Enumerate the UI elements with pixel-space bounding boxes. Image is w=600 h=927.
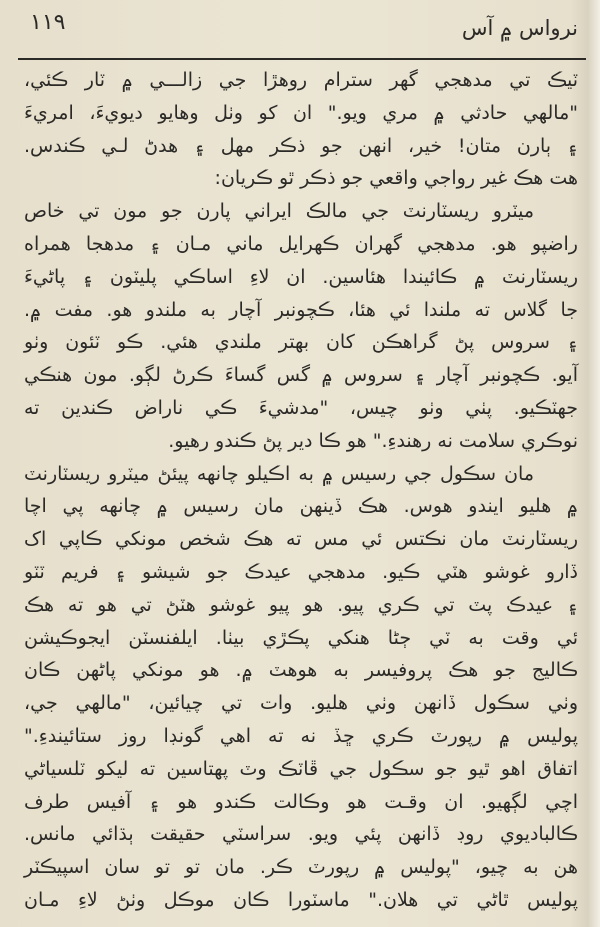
text-line: ڪاليج جو هڪ پروفيسر به هوهٽ ۾. هو مونکي پاڻهن ڪان (24, 659, 578, 682)
text-line: ۽ ٻارن متان! خير، انهن جو ذڪر مهل ۽ هدڻ لـي ڪندس. (24, 134, 578, 157)
text-line: ۽ عيدڪ پٽ تي ڪري پيو. هو پيو غوشو هٽڻ تي هو ته هڪ (24, 593, 578, 616)
text-line: ۾ هليو ايندو هوس. هڪ ڏينهن مان رسيس ۾ چانهه پي اچا (24, 495, 578, 518)
text-line: وٺي سڪول ڏانهن وٺي هليو. وات تي چيائين، "مالهي جي، (24, 692, 578, 715)
text-line: ۽ سروس پڻ گراهڪن کان بهتر ملندي هئي. ڪو ٽئون وٺو (24, 331, 578, 354)
text-line: آيو. ڪچونبر آچار ۽ سروس ۾ گس گساءَ ڪرڻ لڳو. مون هنڪي (24, 364, 578, 387)
text-line: پوليس ٿاڻي تي هلان." ماسٽورا ڪان موڪل وٺڻ لاءِ مـان (24, 888, 578, 911)
text-line: ريسٽارنٽ مان نڪتس ئي مس ته هڪ شخص مونکي ڪاپي اک (24, 528, 578, 551)
page-number: ١١٩ (30, 10, 66, 35)
text-line: هت هڪ غير رواجي واقعي جو ذڪر ٿو ڪريان: (214, 167, 578, 190)
text-line: جهٽڪيو. پٺي وٺو چيس، "مدشيءَ ڪي ناراض ڪندين ته (24, 396, 578, 419)
text-line: هن به چيو، "پوليس ۾ رپورٽ ڪر. مان تو تو سان اسپيڪٽر (24, 856, 578, 879)
text-line: جا گلاس ته ملندا ئي هئا، ڪچونبر آچار به ملندو هو. مفت ۾. (24, 298, 578, 321)
text-line: راضپو هو. مدهجي گهران ڪهرايل ماني مـان ۽ مدهجا همراه (24, 232, 578, 255)
text-line: پوليس ۾ رپورٽ ڪري ڇڏ نه ته اهي گونڊا روز ستائيندءِ." (24, 724, 578, 747)
text-line: نوڪري سلامت نه رهندءِ." هو ڪا دير پڻ ڪندو رهيو. (168, 429, 578, 452)
text-line: "مالهي حادثي ۾ مري ويو." ان کو وٺل وهايو ديويءَ، امريءَ (24, 101, 578, 124)
paragraph-start-line: ميٽرو ريسٽارنٽ جي مالڪ ايراني پارن جو مون تي خاص (24, 200, 534, 223)
running-title: نرواس ۾ آس (461, 16, 578, 40)
text-line: ريسٽارنٽ ۾ ڪائيندا هئاسين. ان لاءِ اساڪي پليٽون ۽ پاڻيءَ (24, 265, 578, 288)
text-line: ڪالباديوي روڊ ڏانهن پئي ويو. سراسٽي حقيقت ٻڌائي مانس. (24, 823, 578, 846)
header-rule (18, 58, 586, 60)
text-line: اتفاق اهو ٿيو جو سڪول جي ڦاٽڪ وٽ پهتاسين ته ليکو ٽلسياڻي (24, 757, 578, 780)
text-line: ٽيڪ تي مدهجي گهر سترام روهڙا جي زالـــي ۾ ٽار ڪئي، (24, 69, 578, 91)
text-line: ڏارو غوشو هٽي ڪيو. مدهجي عيدڪ جو شيشو ۽ فريم ٽٽو (24, 560, 578, 583)
text-line: اچي لڳهيو. ان وقـت هو وڪالت ڪندو هو ۽ آفيس طرف (24, 790, 578, 813)
paragraph-start-line: مان سڪول جي رسيس ۾ به اڪيلو چانهه پيئڻ ميٽرو ريسٽارنٽ (24, 462, 534, 485)
page-header (22, 6, 578, 56)
text-line: ئي وقت به ٽي ڄڻا هنکي پڪڙي بيٺا. ايلفنسٽن ايجوڪيشن (24, 626, 578, 649)
page-body-text (24, 64, 578, 917)
